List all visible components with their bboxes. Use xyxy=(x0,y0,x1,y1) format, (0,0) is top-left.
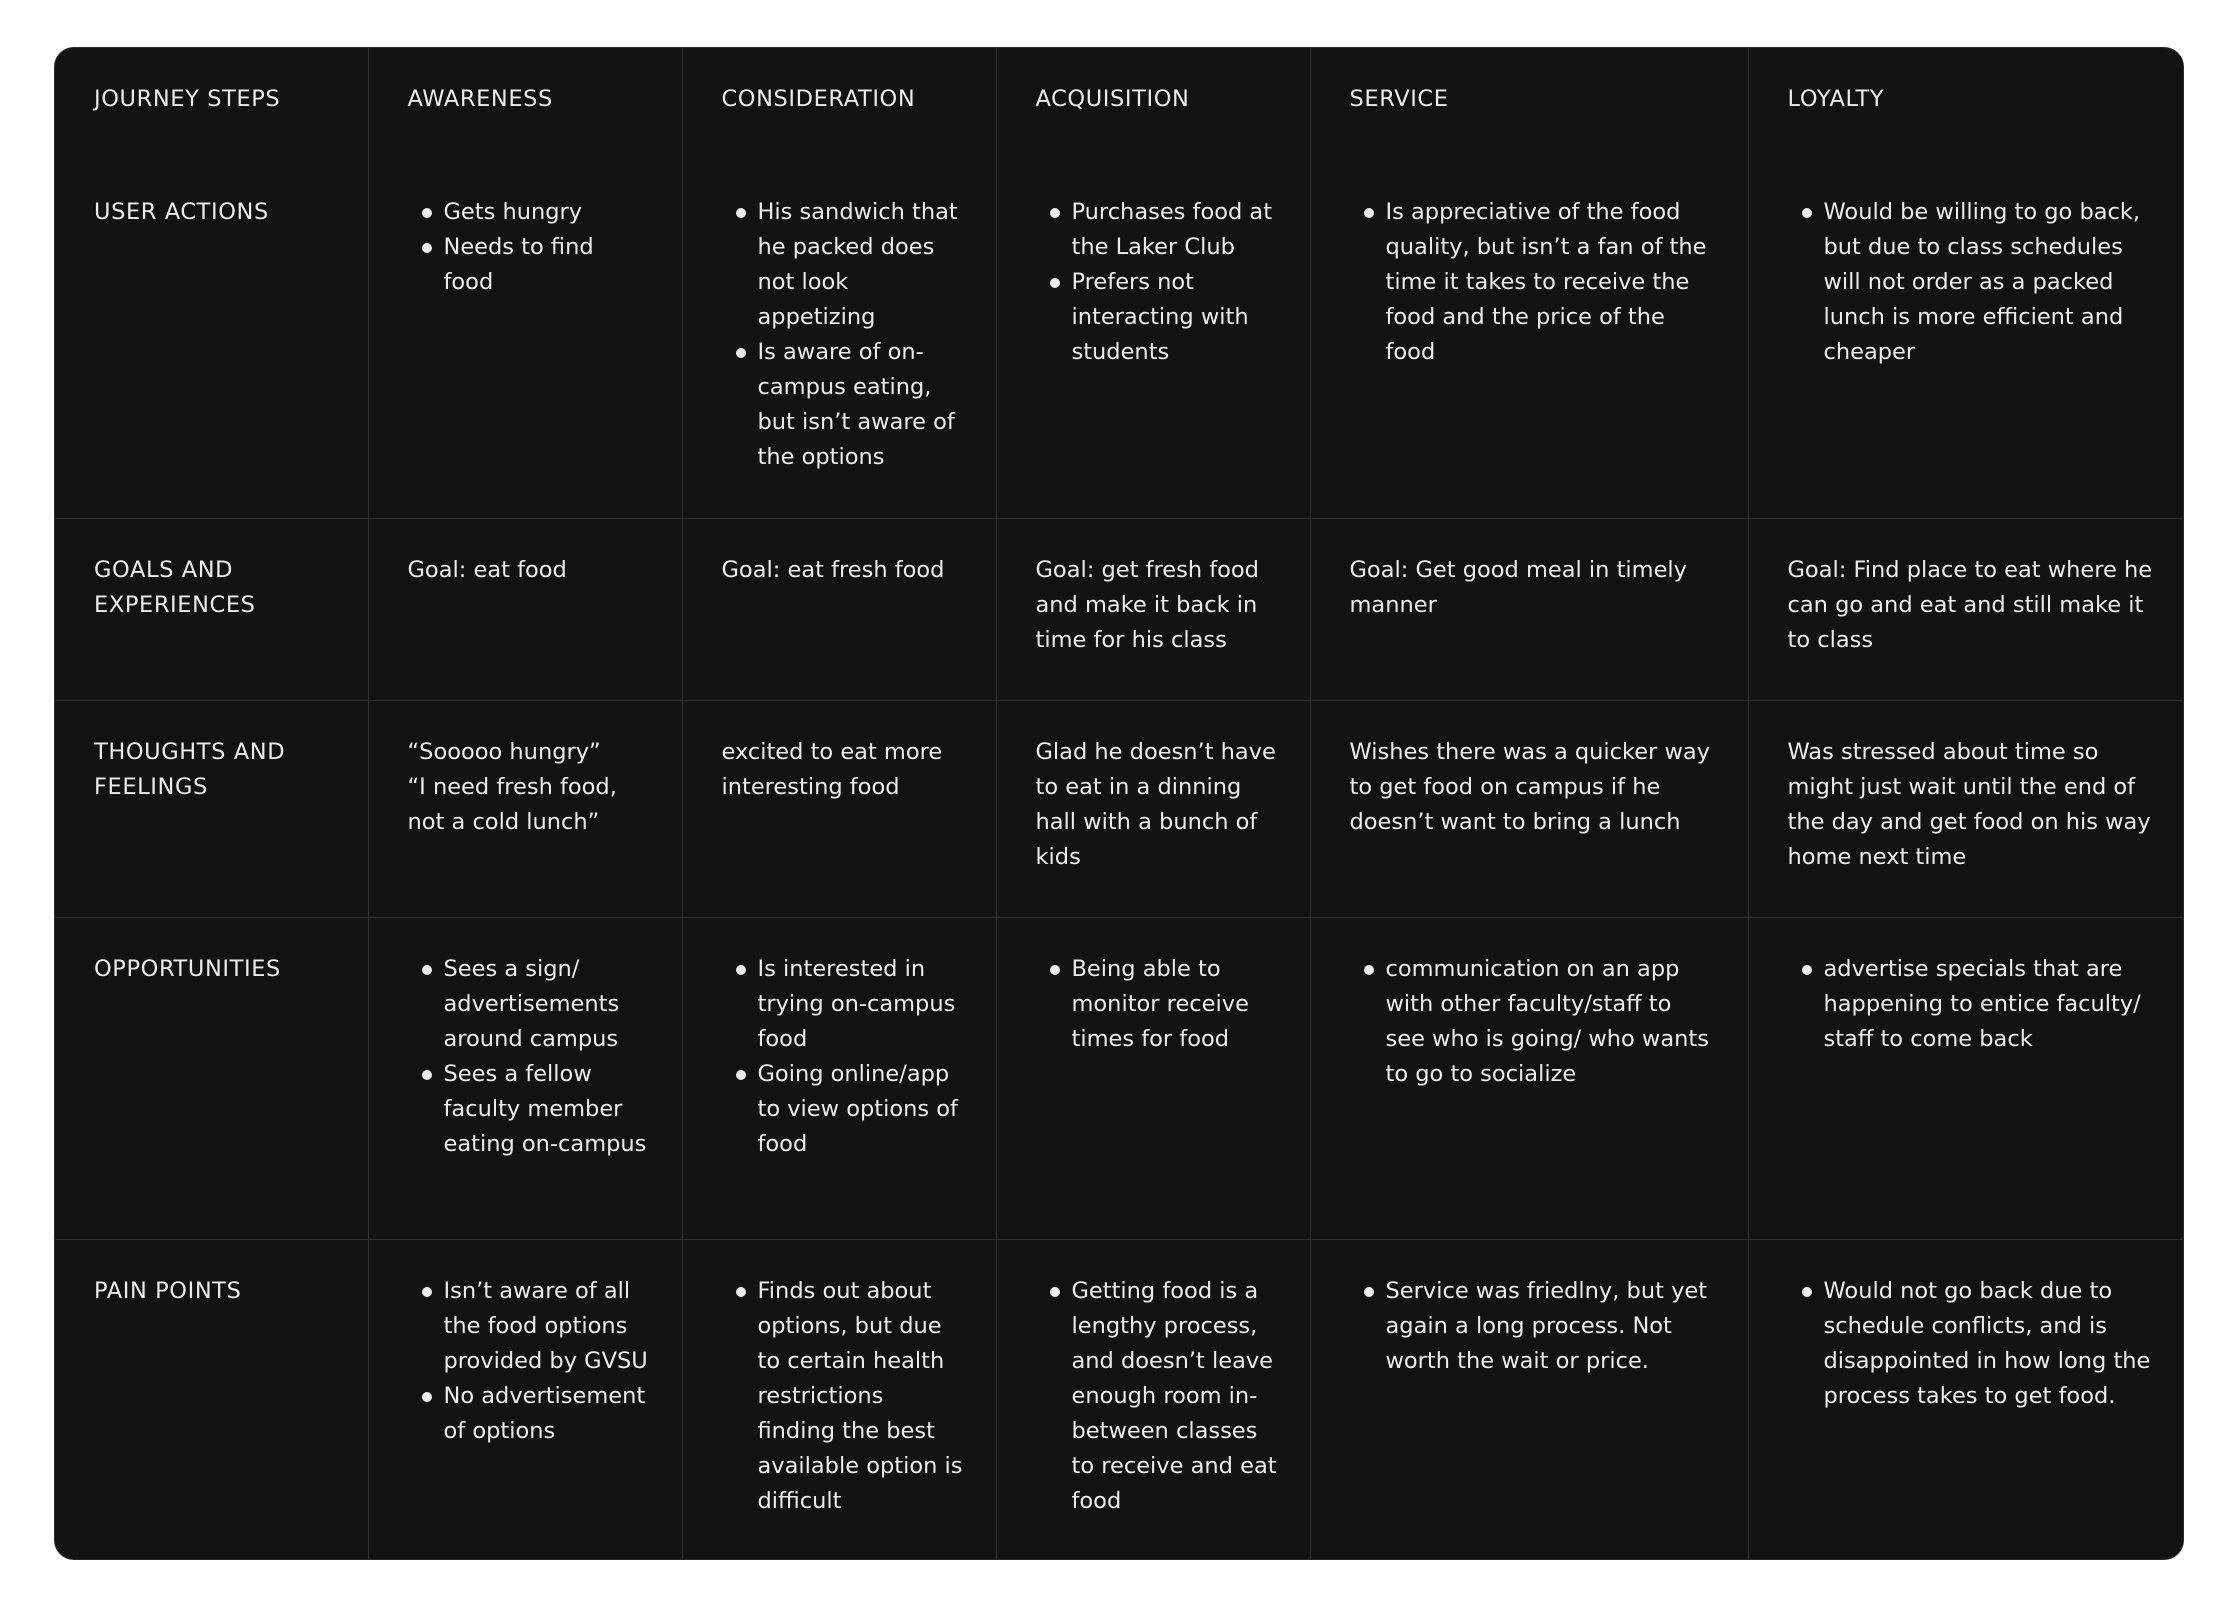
row-pain-points xyxy=(55,1239,2184,1560)
bullet-list xyxy=(1788,195,2154,370)
cell-goals-and-experiences-acquisition xyxy=(996,518,1310,700)
cell-text: Was stressed about time so might just wait until the end of the day and get food on his way home next time xyxy=(1787,738,2151,870)
cell-user-actions-service xyxy=(1310,161,1748,518)
row-label: THOUGHTS AND FEELINGS xyxy=(55,700,368,917)
bullet-item: Would be willing to go back, but due to class schedules will not order as a packed lunch is more efficient and cheaper xyxy=(1824,195,2154,370)
bullet-item: Isn’t aware of all the food options provided by GVSU xyxy=(444,1274,650,1379)
cell-opportunities-awareness xyxy=(368,917,682,1239)
bullet-list xyxy=(1350,195,1716,370)
header-row xyxy=(55,48,2184,161)
bullet-list xyxy=(408,195,650,300)
bullet-item: advertise specials that are happening to entice faculty/ staff to come back xyxy=(1824,952,2154,1057)
bullet-item: Being able to monitor receive times for food xyxy=(1072,952,1278,1057)
column-header-consideration: CONSIDERATION xyxy=(682,48,996,161)
bullet-item: Service was friedlny, but yet again a long process. Not worth the wait or price. xyxy=(1386,1274,1716,1379)
bullet-item: No advertisement of options xyxy=(444,1379,650,1449)
column-header-service: SERVICE xyxy=(1310,48,1748,161)
bullet-item: Would not go back due to schedule conflicts, and is disappointed in how long the process takes to get food. xyxy=(1824,1274,2154,1414)
row-user-actions xyxy=(55,161,2184,518)
row-opportunities xyxy=(55,917,2184,1239)
column-header-journey-steps: JOURNEY STEPS xyxy=(55,48,368,161)
cell-user-actions-loyalty xyxy=(1748,161,2184,518)
bullet-list xyxy=(722,1274,964,1519)
bullet-item: Finds out about options, but due to certain health restrictions finding the best available option is difficult xyxy=(758,1274,964,1519)
row-label: PAIN POINTS xyxy=(55,1239,368,1560)
bullet-item: Gets hungry xyxy=(444,195,650,230)
cell-goals-and-experiences-loyalty xyxy=(1748,518,2184,700)
row-label: USER ACTIONS xyxy=(55,161,368,518)
cell-text: Goal: eat food xyxy=(407,556,567,583)
cell-text: Goal: Get good meal in timely manner xyxy=(1349,556,1687,618)
cell-pain-points-acquisition xyxy=(996,1239,1310,1560)
cell-text: Goal: get fresh food and make it back in time for his class xyxy=(1035,556,1259,653)
bullet-item: Is aware of on-campus eating, but isn’t aware of the options xyxy=(758,335,964,475)
cell-goals-and-experiences-consideration xyxy=(682,518,996,700)
cell-text: Goal: Find place to eat where he can go and eat and still make it to class xyxy=(1787,556,2153,653)
cell-thoughts-and-feelings-consideration xyxy=(682,700,996,917)
bullet-list xyxy=(1036,952,1278,1057)
journey-map xyxy=(54,47,2184,1560)
column-header-loyalty: LOYALTY xyxy=(1748,48,2184,161)
cell-text: Wishes there was a quicker way to get food on campus if he doesn’t want to bring a lunch xyxy=(1349,738,1711,835)
cell-user-actions-consideration xyxy=(682,161,996,518)
bullet-item: His sandwich that he packed does not look appetizing xyxy=(758,195,964,335)
row-thoughts-and-feelings xyxy=(55,700,2184,917)
bullet-item: Prefers not interacting with students xyxy=(1072,265,1278,370)
cell-goals-and-experiences-awareness xyxy=(368,518,682,700)
bullet-item: Purchases food at the Laker Club xyxy=(1072,195,1278,265)
bullet-item: Going online/app to view options of food xyxy=(758,1057,964,1162)
bullet-list xyxy=(722,195,964,475)
cell-pain-points-awareness xyxy=(368,1239,682,1560)
cell-thoughts-and-feelings-awareness xyxy=(368,700,682,917)
cell-opportunities-service xyxy=(1310,917,1748,1239)
bullet-item: Is appreciative of the food quality, but isn’t a fan of the time it takes to receive the food and the price of the food xyxy=(1386,195,1716,370)
bullet-item: Sees a sign/ advertisements around campus xyxy=(444,952,650,1057)
cell-text: Goal: eat fresh food xyxy=(721,556,945,583)
bullet-list xyxy=(408,1274,650,1449)
bullet-item: Needs to find food xyxy=(444,230,650,300)
bullet-item: communication on an app with other faculty/staff to see who is going/ who wants to go to socialize xyxy=(1386,952,1716,1092)
table-body xyxy=(55,161,2184,1560)
bullet-list xyxy=(1788,952,2154,1057)
cell-thoughts-and-feelings-acquisition xyxy=(996,700,1310,917)
cell-pain-points-loyalty xyxy=(1748,1239,2184,1560)
cell-pain-points-service xyxy=(1310,1239,1748,1560)
bullet-list xyxy=(1350,1274,1716,1379)
journey-table xyxy=(55,48,2184,1560)
bullet-list xyxy=(1788,1274,2154,1414)
cell-text: Glad he doesn’t have to eat in a dinning hall with a bunch of kids xyxy=(1035,738,1276,870)
cell-text: excited to eat more interesting food xyxy=(721,738,943,800)
bullet-list xyxy=(408,952,650,1162)
cell-pain-points-consideration xyxy=(682,1239,996,1560)
bullet-item: Sees a fellow faculty member eating on-campus xyxy=(444,1057,650,1162)
bullet-list xyxy=(722,952,964,1162)
row-label: OPPORTUNITIES xyxy=(55,917,368,1239)
cell-goals-and-experiences-service xyxy=(1310,518,1748,700)
row-label: GOALS AND EXPERIENCES xyxy=(55,518,368,700)
bullet-list xyxy=(1036,195,1278,370)
bullet-item: Is interested in trying on-campus food xyxy=(758,952,964,1057)
bullet-list xyxy=(1036,1274,1278,1519)
cell-opportunities-loyalty xyxy=(1748,917,2184,1239)
cell-text: “Sooooo hungry” “I need fresh food, not a cold lunch” xyxy=(407,738,617,835)
cell-thoughts-and-feelings-service xyxy=(1310,700,1748,917)
row-goals-and-experiences xyxy=(55,518,2184,700)
column-header-acquisition: ACQUISITION xyxy=(996,48,1310,161)
column-header-awareness: AWARENESS xyxy=(368,48,682,161)
cell-thoughts-and-feelings-loyalty xyxy=(1748,700,2184,917)
cell-opportunities-consideration xyxy=(682,917,996,1239)
cell-user-actions-awareness xyxy=(368,161,682,518)
cell-opportunities-acquisition xyxy=(996,917,1310,1239)
bullet-list xyxy=(1350,952,1716,1092)
cell-user-actions-acquisition xyxy=(996,161,1310,518)
bullet-item: Getting food is a lengthy process, and doesn’t leave enough room in-between classes to receive and eat food xyxy=(1072,1274,1278,1519)
